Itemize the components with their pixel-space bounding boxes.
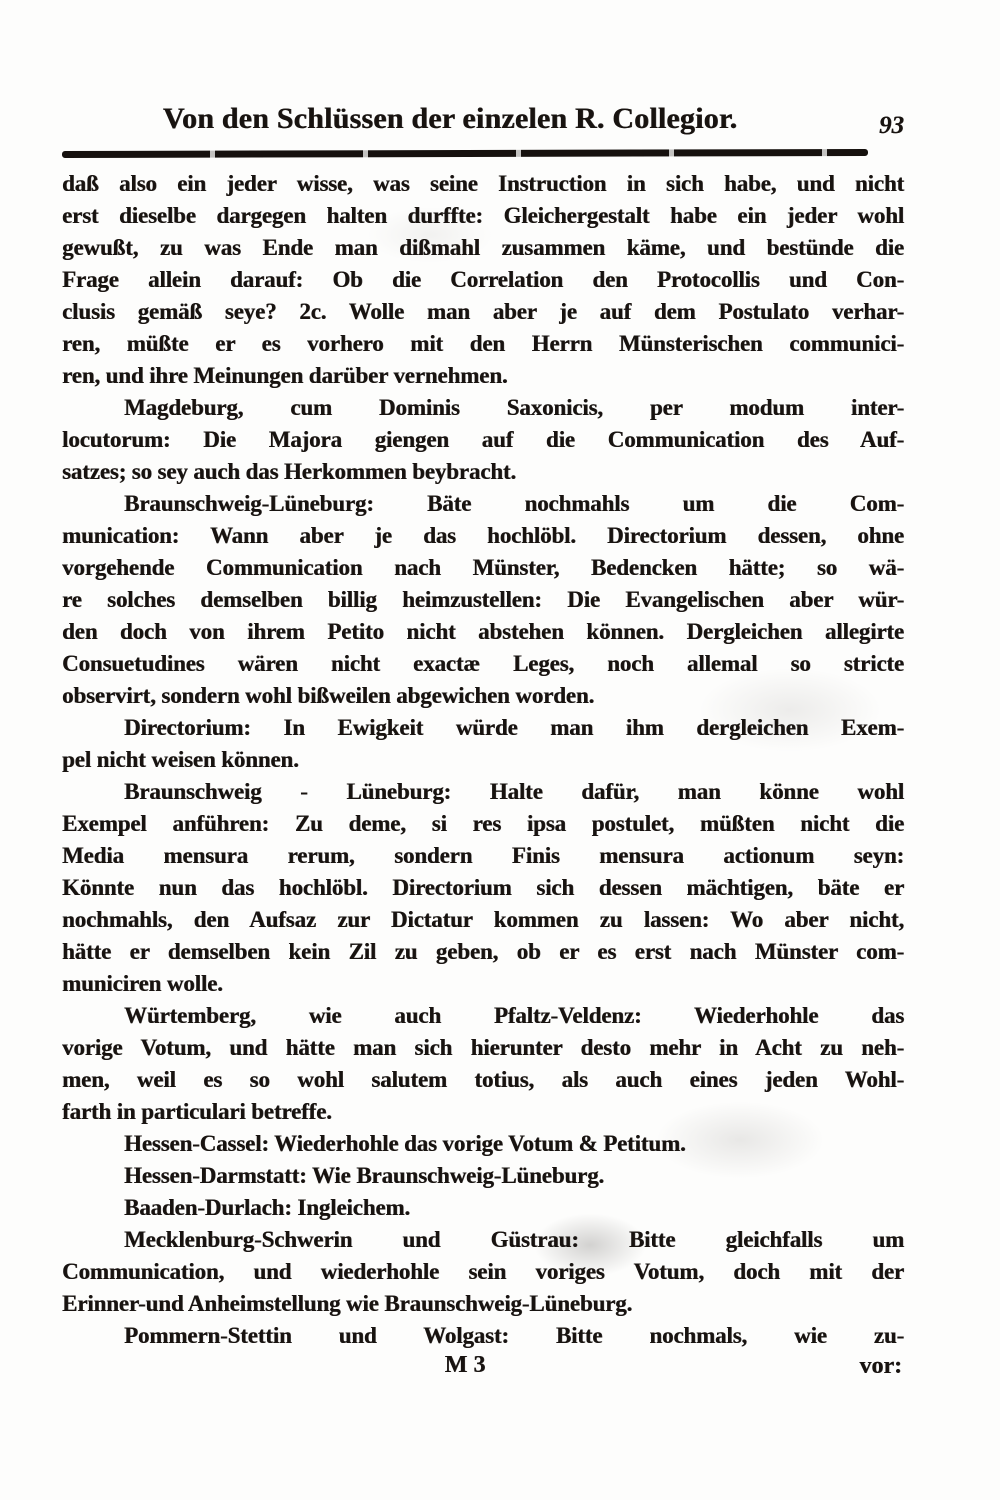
text-line: Braunschweig - Lüneburg: Halte dafür, man könne wohl (124, 779, 904, 804)
text-line: Würtemberg, wie auch Pfaltz-Veldenz: Wiederhohle das (124, 1003, 904, 1028)
text-line: Erinner-und Anheimstellung wie Braunschweig-Lüneburg. (62, 1291, 633, 1316)
text-line: Frage allein darauf: Ob die Correlation den Protocollis und Con- (62, 267, 904, 292)
catchword: vor: (859, 1353, 902, 1379)
text-line: clusis gemäß seye? 2c. Wolle man aber je auf dem Postulato verhar- (62, 299, 904, 324)
text-line: satzes; so sey auch das Herkommen beybracht. (62, 459, 517, 484)
page-footer (62, 1352, 904, 1388)
text-line: den doch von ihrem Petito nicht abstehen können. Dergleichen allegirte (62, 619, 904, 644)
text-line: observirt, sondern wohl bißweilen abgewichen worden. (62, 683, 595, 708)
text-line: Directorium: In Ewigkeit würde man ihm dergleichen Exem- (124, 715, 904, 740)
text-line: Baaden-Durlach: Ingleichem. (124, 1195, 410, 1220)
text-line: daß also ein jeder wisse, was seine Instruction in sich habe, und nicht (62, 171, 904, 196)
text-line: nochmahls, den Aufsaz zur Dictatur kommen zu lassen: Wo aber nicht, (62, 907, 904, 932)
text-line: municiren wolle. (62, 971, 223, 996)
text-line: farth in particulari betreffe. (62, 1099, 332, 1124)
text-line: vorgehende Communication nach Münster, Bedencken hätte; so wä- (62, 555, 904, 580)
text-line: Könnte nun das hochlöbl. Directorium sich dessen mächtigen, bäte er (62, 875, 904, 900)
header-rule (62, 149, 868, 158)
text-line: vorige Votum, und hätte man sich hierunter desto mehr in Acht zu neh- (62, 1035, 904, 1060)
text-line: Media mensura rerum, sondern Finis mensura actionum seyn: (62, 843, 904, 868)
signature-mark: M 3 (444, 1352, 486, 1378)
text-line: men, weil es so wohl salutem totius, als auch eines jeden Wohl- (62, 1067, 904, 1092)
text-line: Consuetudines wären nicht exactæ Leges, noch allemal so stricte (62, 651, 904, 676)
text-line: Hessen-Cassel: Wiederhohle das vorige Votum & Petitum. (124, 1131, 686, 1156)
running-title: Von den Schlüssen der einzelen R. Collegior. (162, 102, 738, 135)
text-line: hätte er demselben kein Zil zu geben, ob er es erst nach Münster com- (62, 939, 904, 964)
text-line: ren, müßte er es vorhero mit den Herrn Münsterischen communici- (62, 331, 904, 356)
text-line: locutorum: Die Majora giengen auf die Communication des Auf- (62, 427, 904, 452)
text-line: pel nicht weisen können. (62, 747, 299, 772)
text-line: munication: Wann aber je das hochlöbl. Directorium dessen, ohne (62, 523, 904, 548)
text-line: Braunschweig-Lüneburg: Bäte nochmahls um die Com- (124, 491, 904, 516)
text-line: gewußt, zu was Ende man dißmahl zusammen käme, und bestünde die (62, 235, 904, 260)
page-header (62, 102, 908, 146)
text-line: erst dieselbe dargegen halten durffte: Gleichergestalt habe ein jeder wohl (62, 203, 904, 228)
text-line: ren, und ihre Meinungen darüber vernehmen. (62, 363, 508, 388)
text-line: Mecklenburg-Schwerin und Güstrau: Bitte gleichfalls um (124, 1227, 904, 1252)
text-block (62, 168, 904, 1352)
text-line: Magdeburg, cum Dominis Saxonicis, per modum inter- (124, 395, 904, 420)
page-number: 93 (879, 112, 904, 139)
text-line: re solches demselben billig heimzustellen: Die Evangelischen aber wür- (62, 587, 904, 612)
text-line: Pommern-Stettin und Wolgast: Bitte nochmals, wie zu- (124, 1323, 904, 1348)
text-line: Hessen-Darmstatt: Wie Braunschweig-Lüneburg. (124, 1163, 605, 1188)
text-line: Exempel anführen: Zu deme, si res ipsa postulet, müßten nicht die (62, 811, 904, 836)
text-line: Communication, und wiederhohle sein voriges Votum, doch mit der (62, 1259, 904, 1284)
